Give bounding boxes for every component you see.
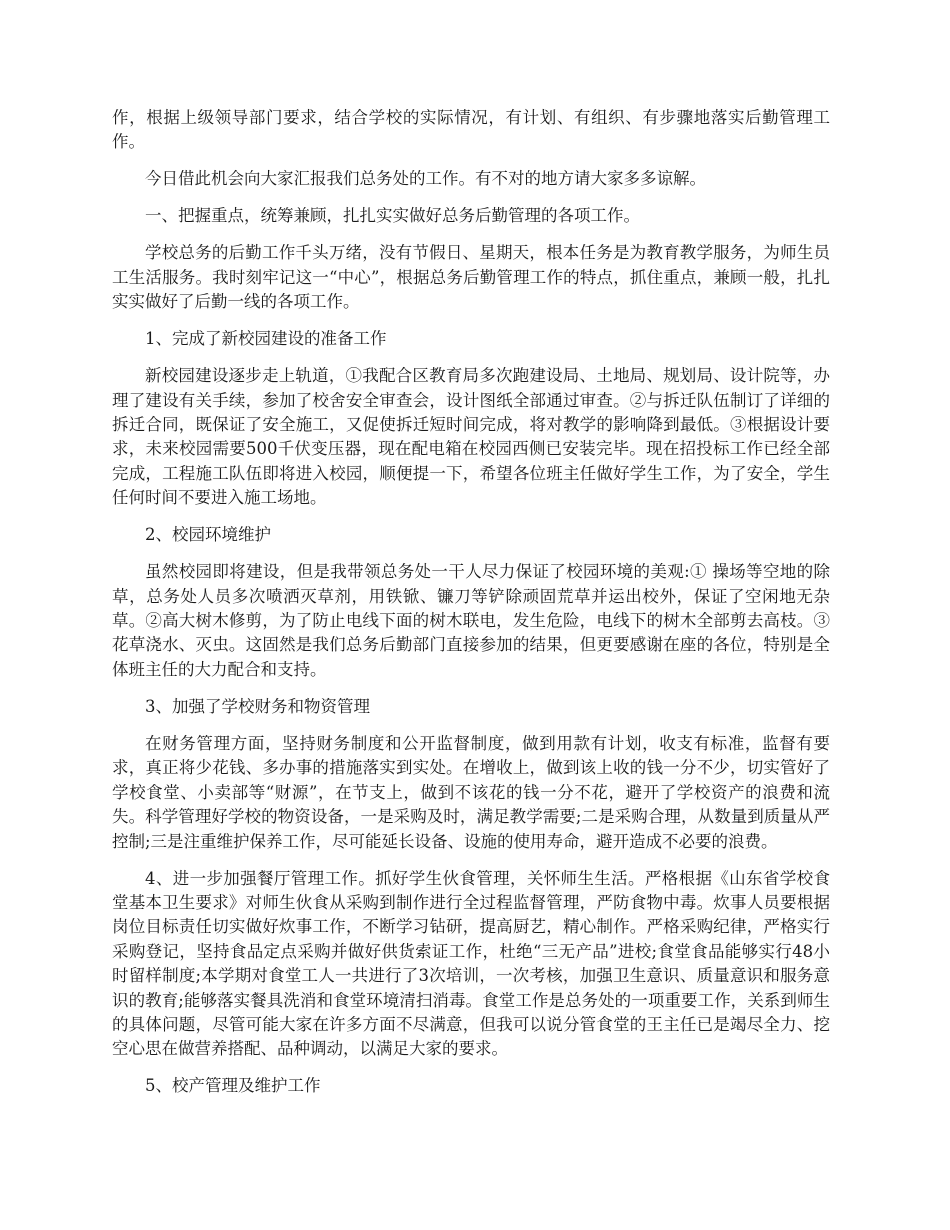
paragraph-finance: 在财务管理方面，坚持财务制度和公开监督制度，做到用款有计划，收支有标准，监督有要求，真正将少花钱、多办事的措施落实到实处。在增收上，做到该上收的钱一分不少，切实管好了学校食堂、小卖部等“财源”，在节支上，做到不该花的钱一分不花，避开了学校资产的浪费和流失。科学管理好学校的物资设备，一是采购及时，满足教学需要;二是采购合理，从数量到质量从严控制;三是注重维护保养工作，尽可能延长设备、设施的使用寿命，避开造成不必要的浪费。 [112,733,830,851]
subheading-assets: 5、校产管理及维护工作 [145,1076,321,1096]
paragraph-overview: 学校总务的后勤工作千头万绪，没有节假日、星期天，根本任务是为教育教学服务，为师生员工生活服务。我时刻牢记这一“中心”，根据总务后勤管理工作的特点，抓住重点，兼顾一般，扎扎实实做好了后勤一线的各项工作。 [112,243,830,312]
subheading-finance: 3、加强了学校财务和物资管理 [145,696,370,716]
subheading-new-campus: 1、完成了新校园建设的准备工作 [145,329,387,349]
paragraph-environment: 虽然校园即将建设，但是我带领总务处一干人尽力保证了校园环境的美观:① 操场等空地的除草，总务处人员多次喷洒灭草剂，用铁锨、镰刀等铲除顽固荒草并运出校外，保证了空闲地无杂草。②高大树木修剪，为了防止电线下面的树木联电，发生危险，电线下的树木全部剪去高枝。③花草浇水、灭虫。这固然是我们总务后勤部门直接参加的结果，但更要感谢在座的各位，特别是全体班主任的大力配合和支持。 [112,562,830,679]
paragraph-continuation: 作，根据上级领导部门要求，结合学校的实际情况，有计划、有组织、有步骤地落实后勤管理工作。 [112,108,830,152]
subheading-environment: 2、校园环境维护 [145,525,271,545]
section-heading-one: 一、把握重点，统筹兼顾，扎扎实实做好总务后勤管理的各项工作。 [145,206,640,226]
document-body [112,106,830,1111]
paragraph-new-campus: 新校园建设逐步走上轨道，①我配合区教育局多次跑建设局、土地局、规划局、设计院等，办理了建设有关手续，参加了校舍安全审查会，设计图纸全部通过审查。②与拆迁队伍制订了详细的拆迁合同，既保证了安全施工，又促使拆迁短时间完成，将对教学的影响降到最低。③根据设计要求，未来校园需要500千伏变压器，现在配电箱在校园西侧已安装完毕。现在招投标工作已经全部完成，工程施工队伍即将进入校园，顺便提一下，希望各位班主任做好学生工作，为了安全，学生任何时间不要进入施工场地。 [112,366,830,508]
paragraph-intro: 今日借此机会向大家汇报我们总务处的工作。有不对的地方请大家多多谅解。 [145,169,706,189]
paragraph-canteen: 4、进一步加强餐厅管理工作。抓好学生伙食管理，关怀师生生活。严格根据《山东省学校食堂基本卫生要求》对师生伙食从采购到制作进行全过程监督管理，严防食物中毒。炊事人员要根据岗位目标责任切实做好炊事工作，不断学习钻研，提高厨艺，精心制作。严格采购纪律，严格实行采购登记，坚持食品定点采购并做好供货索证工作，杜绝“三无产品”进校;食堂食品能够实行48小时留样制度;本学期对食堂工人一共进行了3次培训，一次考核，加强卫生意识、质量意识和服务意识的教育;能够落实餐具洗消和食堂环境清扫消毒。食堂工作是总务处的一项重要工作，关系到师生的具体问题，尽管可能大家在许多方面不尽满意，但我可以说分管食堂的王主任已是竭尽全力、挖空心思在做营养搭配、品种调动，以满足大家的要求。 [112,868,830,1059]
